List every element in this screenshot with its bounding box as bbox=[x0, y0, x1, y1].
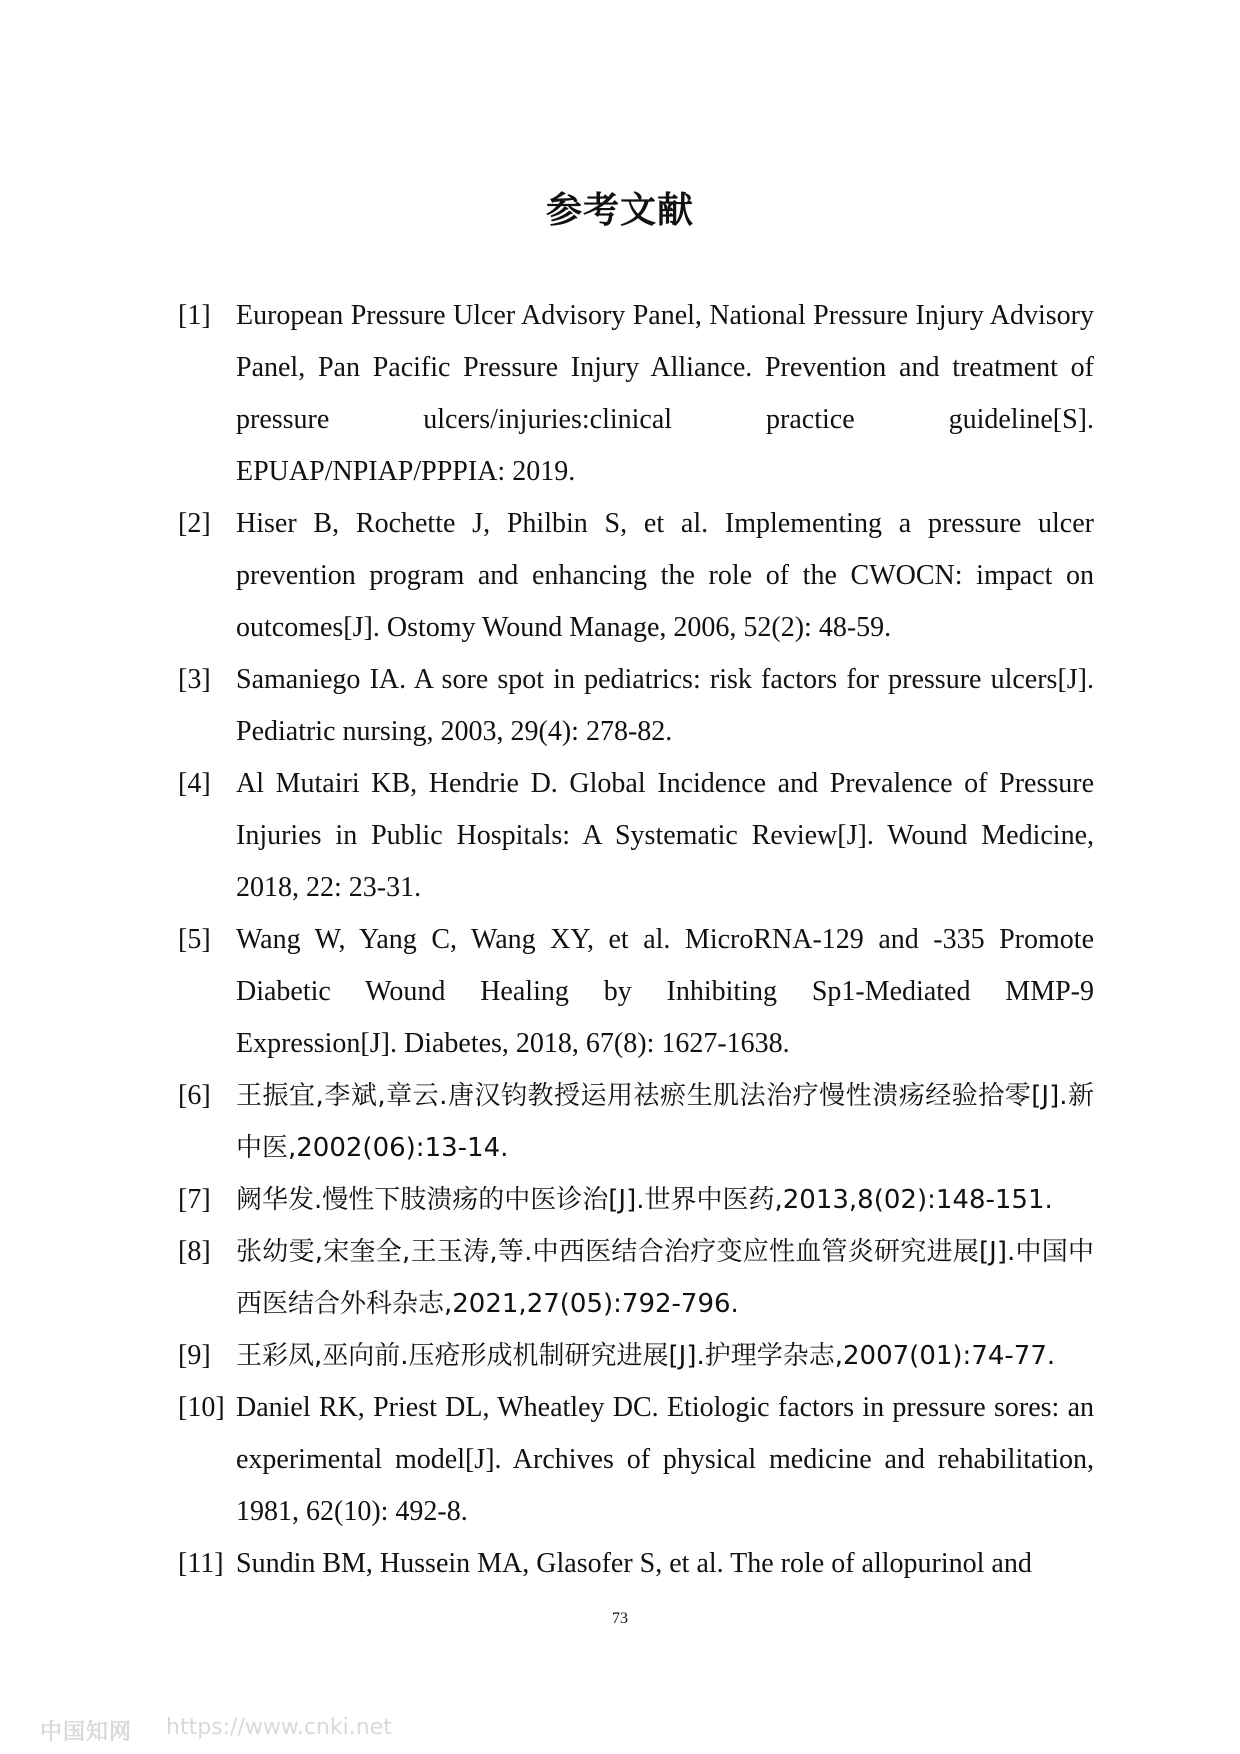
reference-item bbox=[178, 654, 1094, 758]
reference-number: [7] bbox=[178, 1184, 211, 1215]
reference-number: [9] bbox=[178, 1340, 211, 1371]
reference-item bbox=[178, 1070, 1094, 1174]
watermark-brand: 中国知网 bbox=[40, 1720, 133, 1745]
reference-item bbox=[178, 1382, 1094, 1538]
reference-text: 张幼雯,宋奎全,王玉涛,等.中西医结合治疗变应性血管炎研究进展[J].中国中西医结合外科杂志,2021,27(05):792-796. bbox=[236, 1237, 1094, 1319]
reference-number: [5] bbox=[178, 924, 211, 955]
reference-text: 阙华发.慢性下肢溃疡的中医诊治[J].世界中医药,2013,8(02):148-151. bbox=[236, 1185, 1053, 1215]
reference-text: Samaniego IA. A sore spot in pediatrics: risk factors for pressure ulcers[J]. Pediatric nursing, 2003, 29(4): 278-82. bbox=[236, 664, 1094, 747]
reference-item bbox=[178, 1226, 1094, 1330]
reference-item bbox=[178, 1174, 1094, 1226]
reference-number: [3] bbox=[178, 664, 211, 695]
reference-item bbox=[178, 1330, 1094, 1382]
reference-number: [4] bbox=[178, 768, 211, 799]
page-number: 73 bbox=[612, 1610, 628, 1627]
reference-number: [6] bbox=[178, 1080, 211, 1111]
reference-item bbox=[178, 498, 1094, 654]
cnki-watermark bbox=[40, 1715, 392, 1746]
reference-text: European Pressure Ulcer Advisory Panel, National Pressure Injury Advisory Panel, Pan Pacific Pressure Injury Alliance. Prevention and treatment of pressure ulcers/injuries:clinical practice guideline[S]. EPUAP/NPIAP/PPPIA: 2019. bbox=[236, 300, 1094, 487]
reference-item bbox=[178, 290, 1094, 498]
reference-number: [10] bbox=[178, 1392, 225, 1423]
reference-text: 王彩凤,巫向前.压疮形成机制研究进展[J].护理学杂志,2007(01):74-77. bbox=[236, 1341, 1056, 1371]
watermark-url: https://www.cnki.net bbox=[166, 1715, 392, 1740]
reference-list bbox=[178, 290, 1094, 1590]
reference-item bbox=[178, 1538, 1094, 1590]
reference-number: [2] bbox=[178, 508, 211, 539]
reference-text: Hiser B, Rochette J, Philbin S, et al. Implementing a pressure ulcer prevention program and enhancing the role of the CWOCN: impact on outcomes[J]. Ostomy Wound Manage, 2006, 52(2): 48-59. bbox=[236, 508, 1094, 643]
reference-number: [1] bbox=[178, 300, 211, 331]
page-title: 参考文献 bbox=[545, 190, 694, 231]
reference-item bbox=[178, 914, 1094, 1070]
reference-item bbox=[178, 758, 1094, 914]
reference-text: Sundin BM, Hussein MA, Glasofer S, et al. The role of allopurinol and bbox=[236, 1548, 1032, 1579]
reference-text: Al Mutairi KB, Hendrie D. Global Incidence and Prevalence of Pressure Injuries in Public Hospitals: A Systematic Review[J]. Wound Medicine, 2018, 22: 23-31. bbox=[236, 768, 1094, 903]
reference-text: 王振宜,李斌,章云.唐汉钧教授运用祛瘀生肌法治疗慢性溃疡经验拾零[J].新中医,2002(06):13-14. bbox=[236, 1081, 1094, 1163]
reference-number: [8] bbox=[178, 1236, 211, 1267]
reference-number: [11] bbox=[178, 1548, 224, 1579]
reference-text: Wang W, Yang C, Wang XY, et al. MicroRNA-129 and -335 Promote Diabetic Wound Healing by Inhibiting Sp1-Mediated MMP-9 Expression[J]. Diabetes, 2018, 67(8): 1627-1638. bbox=[236, 924, 1094, 1059]
reference-text: Daniel RK, Priest DL, Wheatley DC. Etiologic factors in pressure sores: an experimental model[J]. Archives of physical medicine and rehabilitation, 1981, 62(10): 492-8. bbox=[236, 1392, 1094, 1527]
